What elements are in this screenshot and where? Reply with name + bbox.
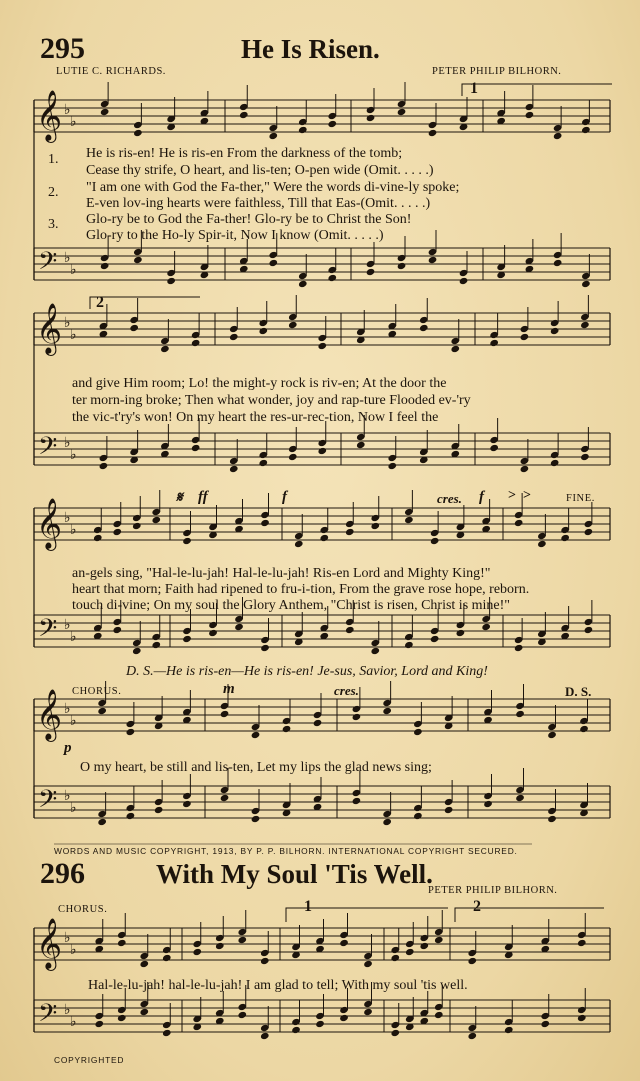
key-signature-bass-4: ♭: [70, 800, 77, 816]
bass-staff-1-notehead: [553, 259, 563, 267]
treble-clef-1: 𝄞: [36, 90, 63, 141]
bass-staff-5-notehead: [467, 1032, 477, 1040]
dynamic-cres-1: cres.: [437, 491, 462, 506]
ending-2-mark-296: 2: [473, 898, 481, 915]
key-signature-treble-1: ♭: [64, 102, 71, 118]
bass-staff-5-notehead: [139, 1008, 149, 1016]
bass-staff-1-notehead: [397, 262, 407, 270]
dynamic-ff: ff: [198, 489, 208, 505]
lyric-line2-v3: the vic-t'ry's won! On my heart the res-ur-rec-tion, Now I feel the: [72, 410, 439, 425]
treble-staff-5-notehead: [237, 936, 247, 944]
verse-number-2: 2.: [48, 185, 59, 200]
bass-staff-5-notehead: [339, 1014, 349, 1022]
bass-staff-5-notehead: [363, 1008, 373, 1016]
treble-clef-4: 𝄞: [36, 689, 63, 740]
lyricist-credit: LUTIE C. RICHARDS.: [56, 66, 166, 77]
lyric-line1-v2: "I am one with God the Fa-ther," Were the words di-vine-ly spoke;: [86, 180, 460, 195]
treble-staff-5-notehead: [434, 936, 444, 944]
bass-staff-4-notehead: [547, 815, 557, 823]
bass-staff-4-notehead: [126, 812, 136, 820]
treble-staff-5-notehead: [577, 939, 587, 947]
treble-staff-5-notehead: [192, 948, 202, 956]
chorus-lyric: O my heart, be still and lis-ten, Let my lips the glad news sing;: [80, 760, 432, 775]
bass-staff-4-notehead: [413, 812, 423, 820]
lyric-line2-v2: ter morn-ing broke; Then what wonder, joy and rap-ture Flooded ev-'ry: [72, 393, 471, 408]
ending-2-mark: 2: [96, 294, 104, 311]
copyright-296: COPYRIGHTED: [54, 1055, 125, 1065]
bass-staff-5-notehead: [162, 1029, 172, 1037]
treble-staff-2-notehead: [129, 324, 139, 332]
bass-staff-5-notehead: [577, 1014, 587, 1022]
treble-staff-5-notehead: [260, 957, 270, 965]
dynamic-p: p: [64, 740, 72, 756]
treble-staff-2-notehead: [550, 327, 560, 335]
treble-staff-3-notehead: [584, 528, 594, 536]
bass-staff-2-notehead: [489, 444, 499, 452]
treble-staff-1-notehead: [525, 111, 535, 119]
key-signature-treble-2: ♭: [70, 327, 77, 343]
treble-clef-2: 𝄞: [36, 303, 63, 354]
treble-staff-1-notehead: [553, 132, 563, 140]
bass-staff-4-notehead: [352, 797, 362, 805]
key-signature-treble-4: ♭: [64, 701, 71, 717]
key-signature-bass-5: ♭: [64, 1002, 71, 1018]
lyric-line1-v3: Glo-ry be to God the Fa-ther! Glo-ry be to Christ the Son!: [86, 212, 412, 227]
bass-staff-1-notehead: [366, 268, 376, 276]
key-signature-bass-3: ♭: [70, 629, 77, 645]
treble-staff-2-notehead: [450, 345, 460, 353]
bass-staff-3-notehead: [584, 626, 594, 634]
treble-staff-2-notehead: [580, 321, 590, 329]
bass-staff-2-notehead: [229, 465, 239, 473]
treble-staff-4-notehead: [220, 710, 230, 718]
key-signature-bass-2: ♭: [64, 435, 71, 451]
copyright-notice: WORDS AND MUSIC COPYRIGHT, 1913, BY P. P. BILHORN. INTERNATIONAL COPYRIGHT SECURED.: [54, 846, 518, 856]
bass-staff-5-notehead: [94, 1020, 104, 1028]
treble-staff-5-notehead: [405, 948, 415, 956]
bass-staff-3-notehead: [345, 626, 355, 634]
bass-staff-3-notehead: [208, 629, 218, 637]
bass-staff-1-notehead: [268, 259, 278, 267]
bass-staff-3-notehead: [481, 623, 491, 631]
treble-staff-4-notehead: [515, 710, 525, 718]
treble-clef-5: 𝄞: [36, 918, 63, 969]
treble-staff-4-notehead: [352, 713, 362, 721]
lyric-line3-v3: touch di-vine; On my soul the Glory Anthem, "Christ is risen, Christ is mine!": [72, 598, 511, 613]
bass-staff-4-notehead: [97, 818, 107, 826]
bass-staff-3-notehead: [234, 623, 244, 631]
dynamic-f-2: f: [479, 489, 484, 505]
bass-staff-4-notehead: [154, 806, 164, 814]
treble-staff-1-notehead: [133, 129, 143, 137]
hymn-title-with-my-soul: With My Soul 'Tis Well.: [156, 859, 433, 889]
segno-ff-mark: 𝄋: [176, 490, 183, 506]
treble-staff-4-notehead: [313, 719, 323, 727]
treble-staff-1-notehead: [239, 111, 249, 119]
treble-staff-3-notehead: [370, 522, 380, 530]
ds-lyric-line: D. S.—He is ris-en—He is ris-en! Je-sus, Savior, Lord and King!: [126, 664, 488, 679]
treble-staff-2-notehead: [317, 342, 327, 350]
fine-mark: FINE.: [566, 493, 595, 504]
ds-mark: D. S.: [565, 684, 592, 699]
bass-staff-5-notehead: [504, 1026, 514, 1034]
verse-number-3: 3.: [48, 217, 59, 232]
composer-credit: PETER PHILIP BILHORN.: [432, 66, 562, 77]
treble-staff-3-notehead: [430, 537, 440, 545]
bass-clef-1: 𝄢: [38, 247, 58, 282]
treble-staff-4-notehead: [413, 728, 423, 736]
key-signature-bass-1: ♭: [64, 250, 71, 266]
bass-staff-3-notehead: [456, 629, 466, 637]
accent-marks: > >: [508, 488, 531, 503]
treble-staff-1-notehead: [298, 126, 308, 134]
treble-staff-3-notehead: [182, 537, 192, 545]
lyric-line2-v1: and give Him room; Lo! the might-y rock is riv-en; At the door the: [72, 376, 447, 391]
treble-staff-2-notehead: [258, 327, 268, 335]
treble-staff-4-notehead: [282, 725, 292, 733]
treble-clef-3: 𝄞: [36, 498, 63, 549]
lyric-line1-v3b: Glo-ry to the Ho-ly Spir-it, Now I know (Omit. . . . .): [86, 228, 384, 243]
treble-staff-4-notehead: [579, 725, 589, 733]
bass-staff-4-notehead: [251, 815, 261, 823]
treble-staff-3-notehead: [112, 528, 122, 536]
bass-staff-2-notehead: [580, 453, 590, 461]
bass-staff-3-notehead: [112, 626, 122, 634]
treble-staff-1-notehead: [100, 108, 110, 116]
dynamic-f-1: f: [282, 489, 287, 505]
treble-staff-5-notehead: [215, 942, 225, 950]
lyric-line1-v1b: Cease thy strife, O heart, and lis-ten; O-pen wide (Omit. . . . .): [86, 163, 434, 178]
hymn-number-296: 296: [40, 857, 85, 890]
composer-credit-296: PETER PHILIP BILHORN.: [428, 885, 558, 896]
bass-clef-4: 𝄢: [38, 785, 58, 820]
verse-number-1: 1.: [48, 152, 59, 167]
treble-staff-5-notehead: [139, 960, 149, 968]
bass-staff-1-notehead: [166, 277, 176, 285]
key-signature-bass-1: ♭: [70, 262, 77, 278]
treble-staff-3-notehead: [514, 519, 524, 527]
bass-staff-1-notehead: [327, 274, 337, 282]
bass-staff-5-notehead: [390, 1029, 400, 1037]
chorus-label: CHORUS.: [72, 686, 122, 697]
treble-staff-1-notehead: [366, 114, 376, 122]
bass-staff-2-notehead: [550, 459, 560, 467]
bass-staff-4-notehead: [483, 800, 493, 808]
bass-staff-5-notehead: [291, 1026, 301, 1034]
treble-staff-4-notehead: [251, 731, 261, 739]
treble-staff-5-notehead: [162, 954, 172, 962]
bass-staff-4-notehead: [220, 794, 230, 802]
treble-staff-3-notehead: [132, 522, 142, 530]
bass-staff-1-notehead: [428, 256, 438, 264]
bass-staff-3-notehead: [182, 635, 192, 643]
treble-staff-2-notehead: [419, 324, 429, 332]
bass-staff-3-notehead: [151, 641, 161, 649]
treble-staff-2-notehead: [520, 333, 530, 341]
bass-staff-1-notehead: [581, 280, 591, 288]
treble-staff-5-notehead: [339, 939, 349, 947]
treble-staff-5-notehead: [419, 942, 429, 950]
bass-staff-1-notehead: [133, 256, 143, 264]
treble-staff-1-notehead: [327, 120, 337, 128]
lyric-line3-v1: an-gels sing, "Hal-le-lu-jah! Hal-le-lu-jah! Ris-en Lord and Mighty King!": [72, 566, 491, 581]
key-signature-treble-5: ♭: [64, 930, 71, 946]
ending-bracket-1: [462, 84, 612, 96]
key-signature-bass-4: ♭: [64, 788, 71, 804]
lyric-line1-v1: He is ris-en! He is ris-en From the darkness of the tomb;: [86, 146, 403, 161]
treble-staff-5-notehead: [467, 957, 477, 965]
bass-staff-4-notehead: [382, 818, 392, 826]
bass-staff-5-notehead: [260, 1032, 270, 1040]
lyric-line3-v2: heart that morn; Faith had ripened to fru-i-tion, From the grave rose hope, reborn.: [72, 582, 530, 597]
bass-staff-4-notehead: [182, 800, 192, 808]
dynamic-m: m: [223, 681, 235, 697]
treble-staff-1-notehead: [268, 132, 278, 140]
ending-1-mark: 1: [470, 80, 478, 97]
bass-clef-5: 𝄢: [38, 999, 58, 1034]
key-signature-bass-2: ♭: [70, 447, 77, 463]
bass-staff-3-notehead: [514, 644, 524, 652]
treble-staff-3-notehead: [345, 528, 355, 536]
treble-staff-4-notehead: [126, 728, 136, 736]
treble-staff-3-notehead: [151, 516, 161, 524]
bass-clef-2: 𝄢: [38, 432, 58, 467]
key-signature-treble-5: ♭: [70, 942, 77, 958]
treble-staff-3-notehead: [319, 534, 329, 542]
treble-staff-3-notehead: [537, 540, 547, 548]
lyric-296: Hal-le-lu-jah! hal-le-lu-jah! I am glad to tell; With my soul 'tis well.: [88, 978, 468, 993]
hymn-number-295: 295: [40, 32, 85, 65]
treble-staff-1-notehead: [428, 129, 438, 137]
bass-staff-2-notehead: [288, 453, 298, 461]
treble-staff-1-notehead: [581, 126, 591, 134]
treble-staff-1-notehead: [397, 108, 407, 116]
bass-staff-2-notehead: [317, 447, 327, 455]
bass-staff-2-notehead: [258, 459, 268, 467]
treble-staff-3-notehead: [294, 540, 304, 548]
bass-staff-5-notehead: [315, 1020, 325, 1028]
treble-staff-4-notehead: [547, 731, 557, 739]
ending-1-mark-296: 1: [304, 898, 312, 915]
treble-staff-3-notehead: [260, 519, 270, 527]
bass-clef-3: 𝄢: [38, 614, 58, 649]
hymn-title-he-is-risen: He Is Risen.: [241, 34, 380, 64]
treble-staff-2-notehead: [191, 339, 201, 347]
treble-staff-2-notehead: [489, 339, 499, 347]
bass-staff-3-notehead: [370, 647, 380, 655]
bass-staff-5-notehead: [237, 1011, 247, 1019]
treble-staff-3-notehead: [93, 534, 103, 542]
bass-staff-2-notehead: [356, 441, 366, 449]
bass-staff-3-notehead: [404, 641, 414, 649]
treble-staff-2-notehead: [160, 345, 170, 353]
treble-staff-3-notehead: [404, 516, 414, 524]
bass-staff-2-notehead: [520, 465, 530, 473]
bass-staff-4-notehead: [444, 806, 454, 814]
bass-staff-5-notehead: [117, 1014, 127, 1022]
dynamic-cres-2: cres.: [334, 683, 359, 698]
key-signature-bass-3: ♭: [64, 617, 71, 633]
bass-staff-1-notehead: [298, 280, 308, 288]
key-signature-treble-4: ♭: [70, 713, 77, 729]
treble-staff-4-notehead: [97, 707, 107, 715]
key-signature-treble-1: ♭: [70, 114, 77, 130]
treble-staff-5-notehead: [117, 939, 127, 947]
treble-staff-2-notehead: [229, 333, 239, 341]
key-signature-treble-2: ♭: [64, 315, 71, 331]
bass-staff-3-notehead: [260, 644, 270, 652]
bass-staff-2-notehead: [99, 462, 109, 470]
bass-staff-5-notehead: [540, 1020, 550, 1028]
bass-staff-3-notehead: [430, 635, 440, 643]
key-signature-treble-3: ♭: [70, 522, 77, 538]
bass-staff-3-notehead: [132, 647, 142, 655]
chorus-label-296: CHORUS.: [58, 904, 108, 915]
key-signature-treble-3: ♭: [64, 510, 71, 526]
lyric-line1-v2b: E-ven lov-ing hearts were faithless, Till that Eas-(Omit. . . . .): [86, 196, 431, 211]
treble-staff-3-notehead: [560, 534, 570, 542]
bass-staff-2-notehead: [387, 462, 397, 470]
bass-staff-1-notehead: [459, 277, 469, 285]
bass-staff-4-notehead: [515, 794, 525, 802]
bass-staff-1-notehead: [100, 262, 110, 270]
bass-staff-5-notehead: [434, 1011, 444, 1019]
key-signature-bass-5: ♭: [70, 1014, 77, 1030]
treble-staff-5-notehead: [390, 954, 400, 962]
treble-staff-5-notehead: [363, 960, 373, 968]
bass-staff-2-notehead: [191, 444, 201, 452]
treble-staff-4-notehead: [382, 707, 392, 715]
treble-staff-2-notehead: [288, 321, 298, 329]
